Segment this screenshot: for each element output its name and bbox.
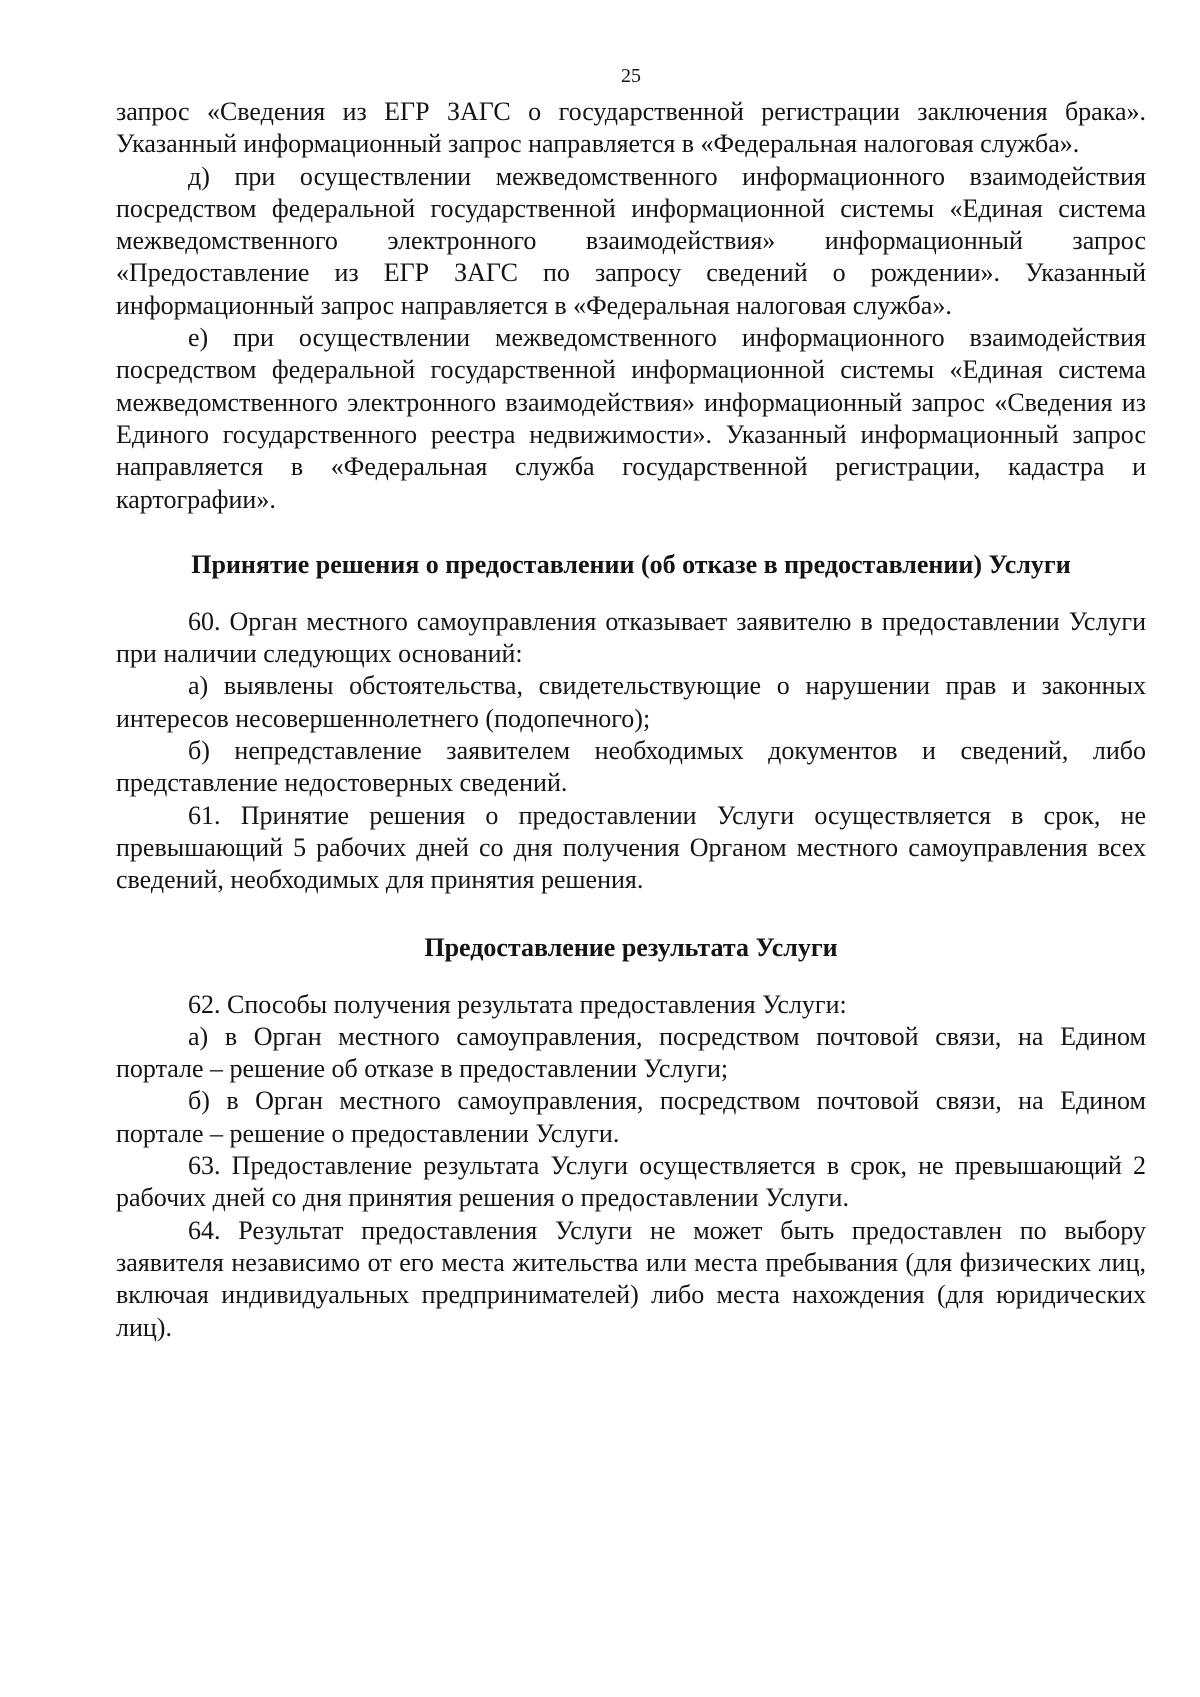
paragraph-61: 61. Принятие решения о предоставлении Услуги осуществляется в срок, не превышающий 5 рабочих дней со дня получения Органом местного самоуправления всех сведений, необходимых для принятия решения. [116,800,1146,895]
paragraph-item-e: е) при осуществлении межведомственного информационного взаимодействия посредством федеральной государственной информационной системы «Единая система межведомственного электронного взаимодействия» информационный запрос «Сведения из Единого государственного реестра недвижимости». Указанный информационный запрос направляется в «Федеральная служба государственной регистрации, кадастра и картографии». [116,323,1146,514]
section-heading-decision: Принятие решения о предоставлении (об отказе в предоставлении) Услуги [191,549,1071,579]
paragraph-62-a: а) в Орган местного самоуправления, посредством почтовой связи, на Едином портале – решение об отказе в предоставлении Услуги; [116,1021,1146,1084]
paragraph-62: 62. Способы получения результата предоставления Услуги: [188,989,847,1019]
paragraph-continuation: запрос «Сведения из ЕГР ЗАГС о государственной регистрации заключения брака». Указанный информационный запрос направляется в «Федеральная налоговая служба». [116,97,1146,159]
section-heading-result: Предоставление результата Услуги [424,932,838,962]
page-number: 25 [621,65,641,87]
paragraph-item-d: д) при осуществлении межведомственного информационного взаимодействия посредством федеральной государственной информационной системы «Единая система межведомственного электронного взаимодействия» информационный запрос «Предоставление из ЕГР ЗАГС по запросу сведений о рождении». Указанный информационный запрос направляется в «Федеральная налоговая служба». [116,161,1146,320]
paragraph-60-a: а) выявлены обстоятельства, свидетельствующие о нарушении прав и законных интересов несовершеннолетнего (подопечного); [116,671,1146,733]
paragraph-63: 63. Предоставление результата Услуги осуществляется в срок, не превышающий 2 рабочих дней со дня принятия решения о предоставлении Услуги. [116,1151,1146,1213]
paragraph-64: 64. Результат предоставления Услуги не может быть предоставлен по выбору заявителя независимо от его места жительства или места пребывания (для физических лиц, включая индивидуальных предпринимателей) либо места нахождения (для юридических лиц). [116,1215,1146,1342]
paragraph-62-b: б) в Орган местного самоуправления, посредством почтовой связи, на Едином портале – решение о предоставлении Услуги. [116,1086,1146,1148]
paragraph-60: 60. Орган местного самоуправления отказывает заявителю в предоставлении Услуги при наличии следующих оснований: [116,606,1146,669]
paragraph-60-b: б) непредставление заявителем необходимых документов и сведений, либо представление недостоверных сведений. [116,736,1146,798]
document-page [116,64,1146,1344]
